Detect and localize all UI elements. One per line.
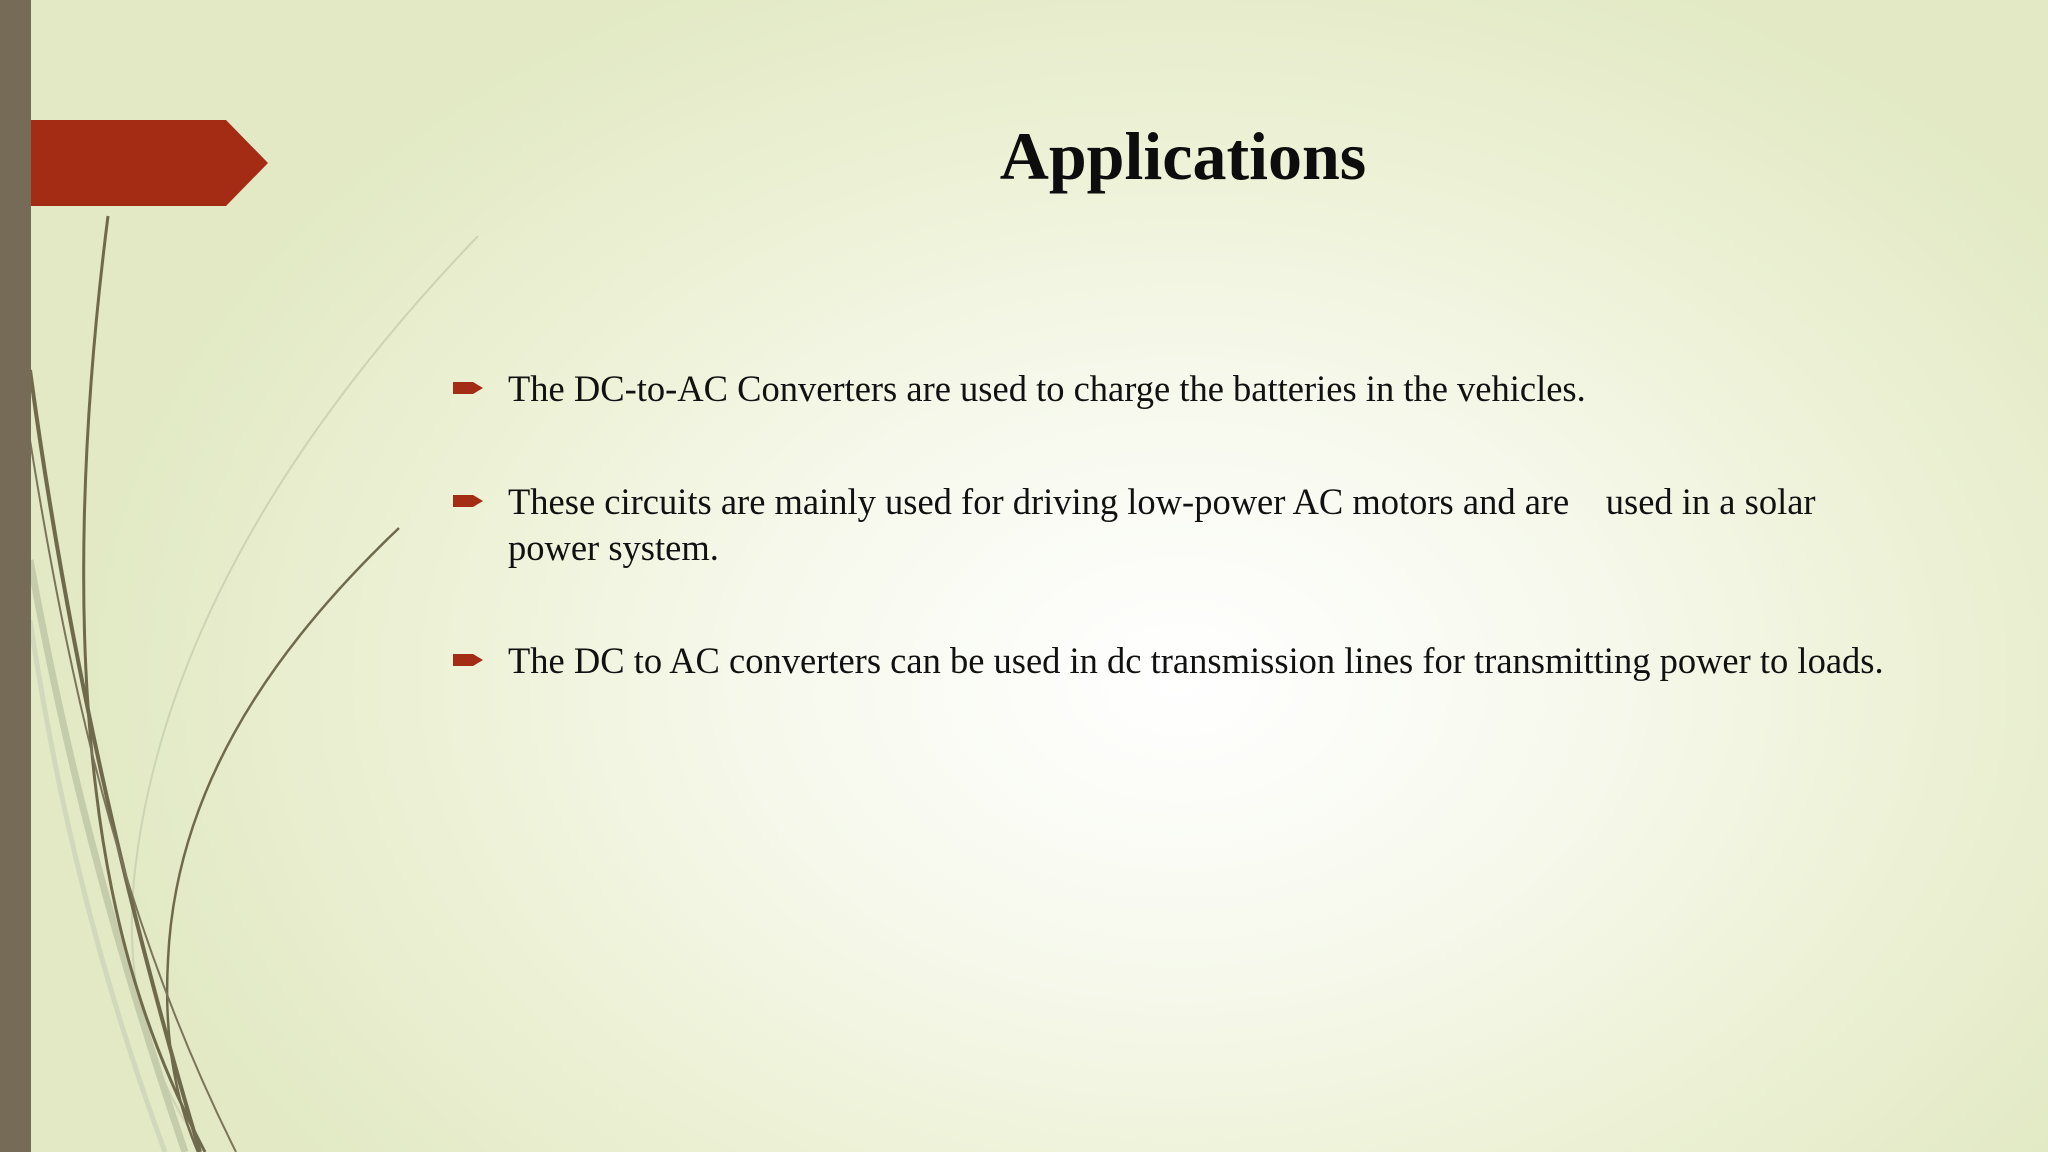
grass-stem-light-3 xyxy=(30,620,165,1152)
grass-stem-dark-1 xyxy=(84,216,205,1152)
arrow-bullet-icon xyxy=(453,652,483,668)
bullet-list xyxy=(450,366,1900,684)
title-banner-arrow xyxy=(0,120,268,206)
slide-title: Applications xyxy=(999,118,1367,194)
bullet-text: The DC-to-AC Converters are used to charge the batteries in the vehicles. xyxy=(508,368,1586,409)
left-side-bar xyxy=(0,0,31,1152)
bullet-item xyxy=(450,638,1900,684)
grass-stem-light-1 xyxy=(132,236,478,1152)
arrow-bullet-icon xyxy=(453,380,483,396)
bullet-text: These circuits are mainly used for driving low-power AC motors and are used in a solar power system. xyxy=(508,481,1816,568)
arrow-bullet-icon xyxy=(453,493,483,509)
grass-stem-dark-3 xyxy=(167,528,399,1152)
bullet-item xyxy=(450,479,1900,571)
bullet-text: The DC to AC converters can be used in dc transmission lines for transmitting power to loads. xyxy=(508,640,1884,681)
bullet-item xyxy=(450,366,1900,412)
grass-stem-light-2 xyxy=(30,560,185,1152)
